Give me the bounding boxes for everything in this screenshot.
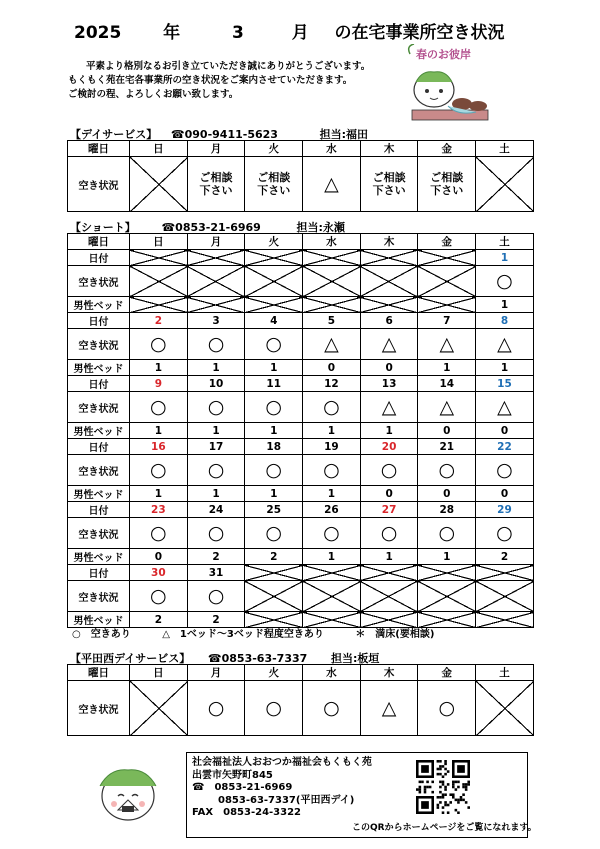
date-cell: 13 (360, 376, 418, 392)
footer-fax: FAX 0853-24-3322 (192, 807, 302, 818)
available-symbol: ○ (207, 395, 225, 418)
male-bed-cell: 0 (360, 486, 418, 502)
available-symbol: ○ (323, 458, 340, 481)
partial-symbol: △ (381, 332, 397, 355)
male-bed-cell: 1 (130, 423, 188, 439)
row-label: 日付 (68, 250, 130, 266)
header-label: 曜日 (68, 141, 130, 157)
date-cell: 26 (303, 502, 361, 518)
row-label: 空き状況 (68, 581, 130, 612)
status-cell (245, 518, 303, 549)
consult-text: ご相談 (199, 171, 233, 184)
available-symbol: ○ (150, 395, 167, 418)
partial-symbol: △ (497, 332, 512, 355)
male-bed-cell: 1 (187, 360, 245, 376)
male-bed-cell: 2 (187, 612, 245, 628)
unavailable-cell (360, 581, 418, 612)
available-symbol: ○ (265, 395, 283, 418)
row-label: 空き状況 (68, 329, 130, 360)
row-label: 空き状況 (68, 392, 130, 423)
date-cell: 31 (187, 565, 245, 581)
date-cell: 18 (245, 439, 303, 455)
male-bed-cell: 0 (418, 423, 476, 439)
weekday-header: 月 (187, 234, 245, 250)
unavailable-cell (130, 157, 188, 212)
date-cell: 12 (303, 376, 361, 392)
available-symbol: ○ (150, 584, 167, 607)
consult-text: 下さい (430, 184, 464, 197)
status-row (68, 518, 534, 549)
intro-line: もくもく苑在宅各事業所の空き状況をご案内させていただきます。 (68, 75, 353, 86)
row-label: 空き状況 (68, 518, 130, 549)
date-cell: 27 (360, 502, 418, 518)
status-cell (418, 392, 476, 423)
partial-symbol: △ (439, 395, 455, 418)
weekday-header-row (68, 141, 534, 157)
status-cell (418, 157, 476, 212)
male-bed-cell: 1 (187, 486, 245, 502)
weekday-header: 火 (245, 141, 303, 157)
title-suffix: の在宅事業所空き状況 (334, 23, 505, 43)
date-cell: 15 (476, 376, 534, 392)
status-cell (360, 329, 418, 360)
unavailable-cell (130, 266, 188, 297)
row-label: 空き状況 (68, 455, 130, 486)
date-cell: 28 (418, 502, 476, 518)
status-cell (360, 392, 418, 423)
male-bed-cell: 1 (245, 360, 303, 376)
male-bed-cell: 1 (360, 549, 418, 565)
available-symbol: ○ (438, 521, 456, 544)
partial-symbol: △ (324, 172, 339, 195)
row-label: 日付 (68, 439, 130, 455)
male-bed-cell: 0 (360, 360, 418, 376)
status-cell (187, 157, 245, 212)
date-cell: 19 (303, 439, 361, 455)
partial-symbol: △ (381, 696, 397, 719)
male-bed-cell: 2 (476, 549, 534, 565)
weekday-header-row (68, 665, 534, 681)
header-label: 曜日 (68, 234, 130, 250)
page-title (74, 18, 505, 43)
day-service-table (67, 140, 534, 212)
date-cell: 29 (476, 502, 534, 518)
date-cell: 17 (187, 439, 245, 455)
available-symbol: ○ (150, 521, 167, 544)
status-row (68, 329, 534, 360)
date-cell: 30 (130, 565, 188, 581)
partial-symbol: △ (439, 332, 455, 355)
male-bed-cell: 0 (476, 423, 534, 439)
legend-available: ○ 空きあり (72, 629, 131, 640)
date-cell: 9 (130, 376, 188, 392)
hirata-tel: ☎0853-63-7337 (207, 652, 308, 665)
mascot-caption: 春のお彼岸 (416, 48, 471, 61)
intro-line: ご検討の程、よろしくお願い致します。 (68, 89, 239, 100)
status-cell (130, 518, 188, 549)
status-row (68, 392, 534, 423)
consult-text: ご相談 (372, 171, 406, 184)
status-cell (476, 392, 534, 423)
date-cell: 3 (187, 313, 245, 329)
status-cell (303, 329, 361, 360)
status-cell (187, 455, 245, 486)
status-cell (476, 518, 534, 549)
unavailable-cell (187, 250, 245, 266)
day-service-staff: 担当:福田 (319, 128, 369, 141)
date-cell: 21 (418, 439, 476, 455)
status-cell (187, 681, 245, 736)
available-symbol: ○ (207, 458, 225, 481)
status-cell (245, 455, 303, 486)
unavailable-cell (476, 581, 534, 612)
male-bed-cell: 1 (476, 360, 534, 376)
date-cell: 10 (187, 376, 245, 392)
header-label: 曜日 (68, 665, 130, 681)
status-cell (187, 518, 245, 549)
unavailable-cell (245, 297, 303, 313)
status-cell (303, 518, 361, 549)
weekday-header: 土 (476, 234, 534, 250)
row-label: 男性ベッド (68, 549, 130, 565)
status-cell (476, 329, 534, 360)
date-row (68, 250, 534, 266)
status-cell (360, 518, 418, 549)
available-symbol: ○ (496, 521, 513, 544)
date-cell: 16 (130, 439, 188, 455)
weekday-header: 水 (303, 234, 361, 250)
weekday-header: 日 (130, 234, 188, 250)
row-label: 日付 (68, 502, 130, 518)
status-row (68, 266, 534, 297)
status-cell (418, 518, 476, 549)
available-symbol: ○ (323, 696, 340, 719)
row-label: 日付 (68, 376, 130, 392)
title-year-unit: 年 (163, 23, 181, 43)
male-bed-row (68, 360, 534, 376)
row-label: 空き状況 (68, 157, 130, 212)
date-cell: 24 (187, 502, 245, 518)
intro-text (68, 60, 370, 102)
available-symbol: ○ (207, 696, 225, 719)
qr-note: このQRからホームページをご覧になれます。 (352, 823, 537, 833)
status-cell (130, 329, 188, 360)
weekday-header: 月 (187, 665, 245, 681)
male-bed-cell: 2 (130, 612, 188, 628)
date-cell: 6 (360, 313, 418, 329)
unavailable-cell (476, 157, 534, 212)
legend-full: ＊ 満床(要相談) (355, 629, 435, 640)
title-year: 2025 (74, 23, 122, 43)
weekday-header: 土 (476, 141, 534, 157)
male-bed-cell: 1 (130, 360, 188, 376)
unavailable-cell (130, 250, 188, 266)
consult-text: 下さい (257, 184, 291, 197)
footer-address: 出雲市矢野町845 (192, 769, 273, 781)
unavailable-cell (418, 581, 476, 612)
weekday-header: 日 (130, 665, 188, 681)
status-cell (245, 392, 303, 423)
consult-text: 下さい (199, 184, 233, 197)
status-cell (187, 581, 245, 612)
unavailable-cell (360, 266, 418, 297)
status-cell (187, 392, 245, 423)
date-cell: 1 (476, 250, 534, 266)
unavailable-cell (130, 297, 188, 313)
weekday-header: 土 (476, 665, 534, 681)
status-cell (245, 157, 303, 212)
spring-equinox-mascot-illustration (402, 44, 494, 132)
day-service-name: 【デイサービス】 (70, 128, 158, 141)
available-symbol: ○ (150, 332, 167, 355)
status-cell (303, 157, 361, 212)
status-cell (130, 455, 188, 486)
unavailable-cell (418, 297, 476, 313)
date-row (68, 565, 534, 581)
male-bed-cell: 1 (187, 423, 245, 439)
hirata-name: 【平田西デイサービス】 (70, 652, 191, 665)
qr-code[interactable] (416, 760, 470, 814)
consult-text: ご相談 (430, 171, 464, 184)
mascot-rice-ball-illustration (88, 752, 168, 832)
date-cell: 4 (245, 313, 303, 329)
unavailable-cell (418, 266, 476, 297)
unavailable-cell (418, 250, 476, 266)
row-label: 男性ベッド (68, 360, 130, 376)
row-label: 空き状況 (68, 266, 130, 297)
status-row (68, 455, 534, 486)
male-bed-cell: 1 (245, 423, 303, 439)
date-cell: 14 (418, 376, 476, 392)
male-bed-cell: 0 (476, 486, 534, 502)
date-cell: 11 (245, 376, 303, 392)
available-symbol: ○ (323, 395, 340, 418)
date-cell: 20 (360, 439, 418, 455)
available-symbol: ○ (496, 269, 513, 292)
footer-contact (192, 757, 372, 820)
male-bed-cell: 0 (303, 360, 361, 376)
available-symbol: ○ (207, 521, 225, 544)
status-cell (303, 455, 361, 486)
date-cell: 7 (418, 313, 476, 329)
male-bed-cell: 1 (418, 360, 476, 376)
male-bed-cell: 1 (360, 423, 418, 439)
weekday-header: 水 (303, 141, 361, 157)
unavailable-cell (303, 266, 361, 297)
unavailable-cell (476, 612, 534, 628)
male-bed-cell: 1 (303, 549, 361, 565)
unavailable-cell (245, 266, 303, 297)
status-row (68, 681, 534, 736)
row-label: 空き状況 (68, 681, 130, 736)
available-symbol: ○ (265, 458, 283, 481)
date-cell: 5 (303, 313, 361, 329)
legend-partial: △ 1ベッド～3ベッド程度空きあり (162, 629, 324, 640)
footer-org: 社会福祉法人おおつか福祉会もくもく苑 (192, 757, 372, 768)
row-label: 男性ベッド (68, 612, 130, 628)
status-cell (245, 329, 303, 360)
unavailable-cell (245, 581, 303, 612)
male-bed-cell: 1 (245, 486, 303, 502)
date-row (68, 439, 534, 455)
available-symbol: ○ (438, 696, 456, 719)
consult-text: ご相談 (257, 171, 291, 184)
row-label: 日付 (68, 313, 130, 329)
partial-symbol: △ (324, 332, 339, 355)
status-cell (360, 157, 418, 212)
available-symbol: ○ (438, 458, 456, 481)
unavailable-cell (418, 565, 476, 581)
male-bed-row (68, 423, 534, 439)
male-bed-cell: 1 (130, 486, 188, 502)
date-cell: 2 (130, 313, 188, 329)
unavailable-cell (476, 681, 534, 736)
status-cell (303, 681, 361, 736)
footer-tel-hirata: 0853-63-7337(平田西デイ) (218, 794, 355, 806)
unavailable-cell (245, 565, 303, 581)
status-cell (476, 266, 534, 297)
row-label: 日付 (68, 565, 130, 581)
date-cell: 22 (476, 439, 534, 455)
date-row (68, 376, 534, 392)
status-cell (130, 581, 188, 612)
available-symbol: ○ (265, 332, 283, 355)
unavailable-cell (187, 297, 245, 313)
short-stay-tel: ☎0853-21-6969 (161, 221, 261, 234)
partial-symbol: △ (381, 395, 397, 418)
status-cell (130, 392, 188, 423)
short-stay-table (67, 233, 534, 628)
male-bed-cell: 0 (130, 549, 188, 565)
unavailable-cell (245, 250, 303, 266)
status-cell (418, 329, 476, 360)
weekday-header: 金 (418, 665, 476, 681)
short-stay-staff: 担当:永瀬 (296, 221, 345, 234)
male-bed-row (68, 297, 534, 313)
partial-symbol: △ (497, 395, 512, 418)
male-bed-cell: 1 (418, 549, 476, 565)
date-cell: 8 (476, 313, 534, 329)
date-row (68, 502, 534, 518)
row-label: 男性ベッド (68, 423, 130, 439)
unavailable-cell (303, 250, 361, 266)
weekday-header: 水 (303, 665, 361, 681)
weekday-header: 火 (245, 234, 303, 250)
available-symbol: ○ (150, 458, 167, 481)
status-cell (476, 455, 534, 486)
status-cell (418, 455, 476, 486)
date-row (68, 313, 534, 329)
weekday-header: 月 (187, 141, 245, 157)
intro-line: 平素より格別なるお引き立ていただき誠にありがとうございます。 (86, 61, 371, 72)
available-symbol: ○ (265, 696, 283, 719)
unavailable-cell (360, 565, 418, 581)
weekday-header: 日 (130, 141, 188, 157)
title-month-unit: 月 (291, 23, 309, 43)
consult-text: 下さい (372, 184, 406, 197)
legend (72, 625, 462, 640)
status-cell (360, 681, 418, 736)
status-cell (360, 455, 418, 486)
male-bed-row (68, 486, 534, 502)
unavailable-cell (303, 297, 361, 313)
male-bed-cell: 0 (418, 486, 476, 502)
short-stay-name: 【ショート】 (70, 221, 136, 234)
male-bed-row (68, 549, 534, 565)
row-label: 男性ベッド (68, 486, 130, 502)
title-month: 3 (232, 23, 244, 43)
available-symbol: ○ (207, 584, 225, 607)
hirata-staff: 担当:板垣 (330, 652, 380, 665)
unavailable-cell (303, 565, 361, 581)
unavailable-cell (360, 297, 418, 313)
unavailable-cell (303, 581, 361, 612)
weekday-header: 金 (418, 234, 476, 250)
hirata-table (67, 664, 534, 736)
day-service-tel: ☎090-9411-5623 (170, 128, 278, 141)
weekday-header: 火 (245, 665, 303, 681)
available-symbol: ○ (265, 521, 283, 544)
male-bed-cell: 1 (303, 423, 361, 439)
date-cell: 25 (245, 502, 303, 518)
status-cell (187, 329, 245, 360)
available-symbol: ○ (207, 332, 225, 355)
weekday-header: 木 (360, 234, 418, 250)
status-cell (303, 392, 361, 423)
unavailable-cell (476, 565, 534, 581)
male-bed-cell: 1 (303, 486, 361, 502)
weekday-header: 木 (360, 141, 418, 157)
male-bed-cell: 2 (245, 549, 303, 565)
weekday-header-row (68, 234, 534, 250)
weekday-header: 金 (418, 141, 476, 157)
status-cell (418, 681, 476, 736)
row-label: 男性ベッド (68, 297, 130, 313)
footer-tel-main: ☎ 0853-21-6969 (192, 782, 293, 793)
male-bed-cell: 2 (187, 549, 245, 565)
weekday-header: 木 (360, 665, 418, 681)
unavailable-cell (360, 250, 418, 266)
male-bed-cell: 1 (476, 297, 534, 313)
available-symbol: ○ (496, 458, 513, 481)
available-symbol: ○ (323, 521, 340, 544)
status-cell (245, 681, 303, 736)
status-row (68, 157, 534, 212)
available-symbol: ○ (380, 521, 398, 544)
unavailable-cell (187, 266, 245, 297)
status-row (68, 581, 534, 612)
date-cell: 23 (130, 502, 188, 518)
available-symbol: ○ (380, 458, 398, 481)
unavailable-cell (130, 681, 188, 736)
